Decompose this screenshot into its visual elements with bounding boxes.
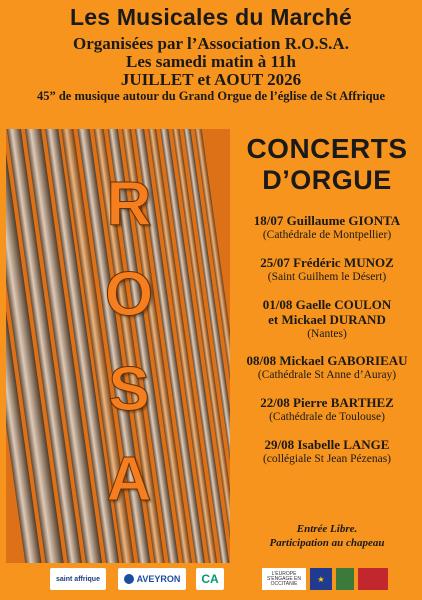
concert-item xyxy=(232,298,422,342)
rosa-letter-s: S xyxy=(108,355,150,424)
concert-performer: 29/08 Isabelle LANGE xyxy=(264,436,390,452)
headline xyxy=(232,133,422,196)
concert-item xyxy=(232,214,422,243)
organizer-line: Organisées par l’Association R.O.S.A. xyxy=(73,34,349,53)
concert-performer: 08/08 Mickael GABORIEAU xyxy=(246,353,408,369)
concert-venue: (collégiale St Jean Pézenas) xyxy=(262,452,392,465)
aveyron-dot-icon xyxy=(124,574,134,584)
organ-pipes-image xyxy=(6,129,230,563)
europe-occitanie-logo xyxy=(262,568,306,590)
eu-logo-text: L'EUROPE S'ENGAGE EN OCCITANIE xyxy=(266,570,302,587)
rosa-letter-o: O xyxy=(104,260,154,329)
concert-venue: (Cathédrale St Anne d’Auray) xyxy=(257,369,397,382)
entry-free-text: Entrée Libre. xyxy=(296,523,358,535)
sponsor-logos xyxy=(0,566,422,596)
concert-program xyxy=(232,133,422,467)
poster-title: Les Musicales du Marché xyxy=(70,4,352,30)
participation-text: Participation au chapeau xyxy=(269,536,385,549)
entry-note xyxy=(240,523,414,551)
concert-venue: (Cathédrale de Montpellier) xyxy=(262,229,392,242)
headline-line1: CONCERTS xyxy=(246,133,408,164)
credit-agricole-logo xyxy=(196,568,224,590)
concert-performer: 18/07 Guillaume GIONTA xyxy=(253,213,401,229)
ca-logo-text: CA xyxy=(201,572,219,586)
concert-item xyxy=(232,354,422,383)
months-line: JUILLET et AOUT 2026 xyxy=(120,69,302,89)
regional-badge-icon xyxy=(336,568,354,590)
schedule-line: Les samedi matin à 11h xyxy=(125,51,297,71)
aveyron-logo-text: AVEYRON xyxy=(136,574,181,584)
poster-header xyxy=(0,0,422,103)
headline-line2: D’ORGUE xyxy=(262,165,392,196)
occitanie-region-icon xyxy=(358,568,388,590)
concert-venue: (Saint Guilhem le Désert) xyxy=(267,270,387,283)
concert-venue: (Nantes) xyxy=(307,327,347,340)
description-line: 45” de musique autour du Grand Orgue de l’église de St Affrique xyxy=(36,88,386,103)
concert-item xyxy=(232,438,422,467)
concert-item xyxy=(232,396,422,425)
concert-performer: 01/08 Gaelle COULON xyxy=(262,296,392,312)
aveyron-logo xyxy=(118,568,186,590)
concert-performer: 25/07 Frédéric MUNOZ xyxy=(260,254,394,270)
eu-flag-icon: ★ xyxy=(310,568,332,590)
concert-performer-second: et Mickael DURAND xyxy=(268,311,386,327)
concert-performer: 22/08 Pierre BARTHEZ xyxy=(260,395,394,411)
saint-affrique-logo-text: saint affrique xyxy=(56,575,100,583)
saint-affrique-logo xyxy=(50,568,106,590)
rosa-letter-r: R xyxy=(106,170,152,239)
concert-item xyxy=(232,256,422,285)
rosa-letter-a: A xyxy=(106,445,152,514)
concert-venue: (Cathédrale de Toulouse) xyxy=(269,411,385,424)
